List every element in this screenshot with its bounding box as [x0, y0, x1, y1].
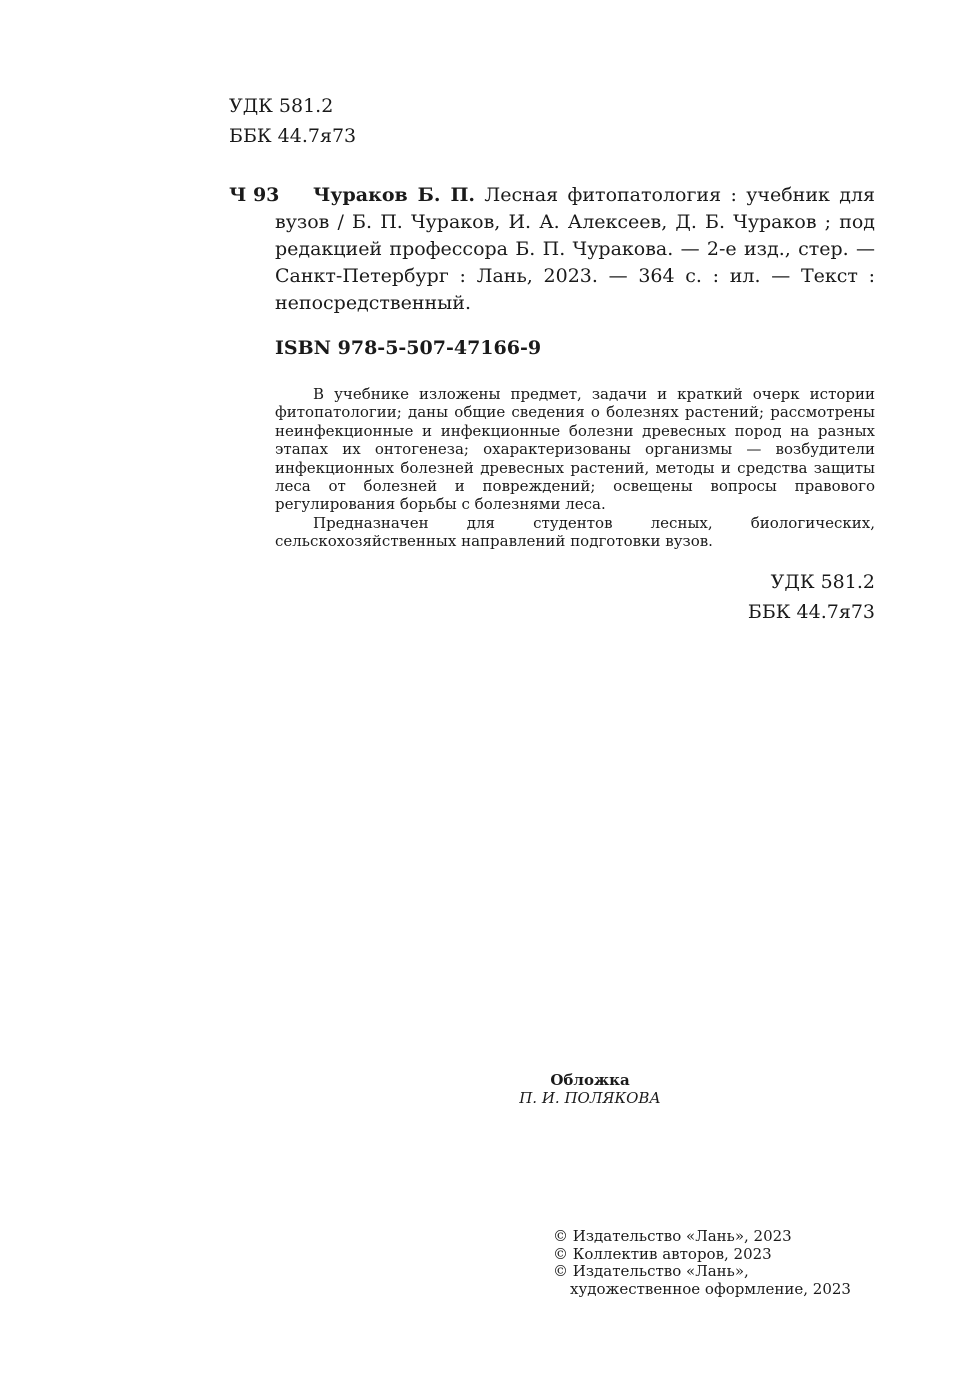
copyright-line: © Издательство «Лань», 2023	[553, 1227, 792, 1245]
annotation-paragraph-2: Предназначен для студентов лесных, биологических, сельскохозяйственных направлений подготовки вузов.	[275, 513, 875, 551]
copyright-line: © Издательство «Лань»,	[553, 1262, 749, 1281]
top-classification-block	[229, 91, 356, 151]
cover-credit	[440, 1071, 740, 1107]
isbn-number: ISBN 978-5-507-47166-9	[275, 337, 542, 359]
bbk-code: ББК 44.7я73	[747, 601, 875, 623]
annotation-paragraph-1: В учебнике изложены предмет, задачи и краткий очерк истории фитопатологии; даны общие сведения о болезнях растений; рассмотрены неинфекционные и инфекционные болезни древесных пород на разных этапах их онтогенеза; охарактеризованы организмы — возбудители инфекционных болезней древесных растений, методы и средства защиты леса от болезней и повреждений; освещены вопросы правового регулирования борьбы с болезнями леса.	[275, 385, 875, 514]
bbk-code: ББК 44.7я73	[229, 125, 357, 147]
author-sign: Ч 93	[229, 184, 280, 206]
copyright-line: художественное оформление, 2023	[570, 1279, 851, 1298]
cover-label: Обложка	[550, 1071, 630, 1089]
entry-description: Лесная фитопатология : учебник для вузов / Б. П. Чураков, И. А. Алексеев, Д. Б. Чураков ; под редакцией профессора Б. П. Чуракова. — 2-е изд., стер. — Санкт-Петербург : Лань, 2023. — 364 с. : ил. — Текст : непосредственный.	[275, 184, 875, 314]
cover-designer: П. И. ПОЛЯКОВА	[519, 1089, 661, 1107]
udk-code: УДК 581.2	[229, 95, 334, 117]
copyright-line: © Коллектив авторов, 2023	[553, 1244, 772, 1263]
annotation-block	[275, 385, 875, 551]
bottom-classification-block	[748, 567, 875, 627]
bibliographic-entry	[275, 182, 875, 317]
udk-code: УДК 581.2	[770, 571, 875, 593]
copyright-block	[553, 1228, 851, 1298]
entry-author: Чураков Б. П.	[313, 184, 476, 206]
